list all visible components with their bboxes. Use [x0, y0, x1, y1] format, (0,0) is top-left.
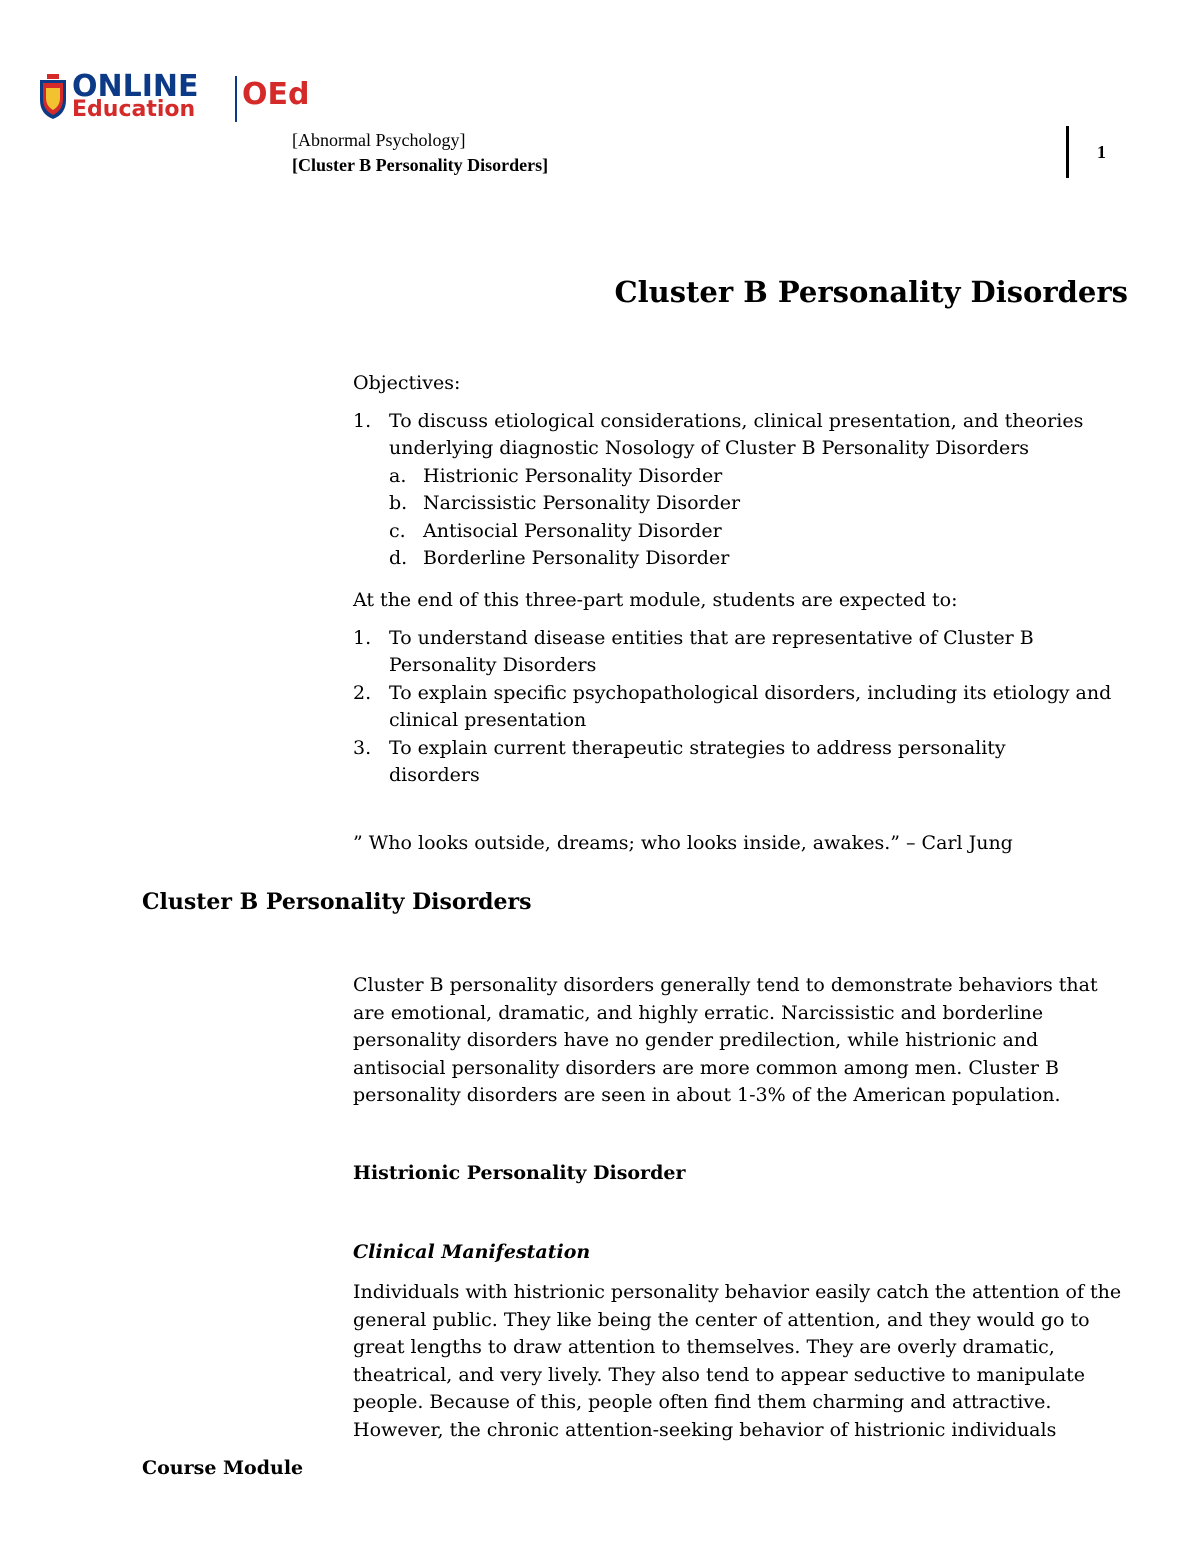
page-number: 1 [1097, 142, 1106, 162]
sub-objective-item [389, 545, 1143, 573]
expectation-text: To understand disease entities that are representative of Cluster B Personality Disorders [389, 626, 1034, 676]
sub-objective-item [389, 518, 1143, 546]
logo-online-text: ONLINE [72, 69, 199, 104]
expectation-text: To explain specific psychopathological disorders, including its etiology and clinical presentation [389, 681, 1112, 731]
expectations-section [353, 587, 1143, 790]
list-marker: b. [389, 492, 408, 514]
sub-objective-item [389, 490, 1143, 518]
page-number-divider [1066, 126, 1069, 178]
expectation-text: To explain current therapeutic strategies to address personality disorders [389, 736, 1006, 786]
sub-objective-text: Narcissistic Personality Disorder [423, 492, 741, 514]
shield-icon [38, 74, 68, 120]
clinical-manifestation-heading: Clinical Manifestation [353, 1241, 591, 1263]
section-heading: Cluster B Personality Disorders [142, 889, 532, 915]
sub-objective-item [389, 463, 1143, 491]
list-marker: a. [389, 464, 407, 487]
header-course: [Abnormal Psychology] [292, 130, 466, 150]
sub-objective-text: Borderline Personality Disorder [423, 547, 730, 569]
objectives-section [353, 370, 1143, 573]
sub-objective-text: Histrionic Personality Disorder [423, 464, 723, 487]
list-marker: 2. [353, 681, 372, 704]
logo-divider [235, 76, 237, 122]
list-marker: 1. [353, 626, 372, 649]
logo-wordmark [72, 69, 310, 128]
footer-course-module: Course Module [142, 1457, 304, 1479]
expectations-label: At the end of this three-part module, students are expected to: [353, 589, 958, 611]
objective-item [353, 408, 1149, 463]
list-marker: d. [389, 547, 408, 569]
oed-logo [38, 69, 310, 128]
page-title: Cluster B Personality Disorders [614, 275, 1128, 309]
list-marker: 1. [353, 409, 372, 432]
expectation-item [353, 735, 1079, 790]
sub-objective-text: Antisocial Personality Disorder [423, 519, 722, 542]
quote: ” Who looks outside, dreams; who looks inside, awakes.” – Carl Jung [353, 832, 1013, 854]
expectation-item [353, 680, 1119, 735]
objectives-label: Objectives: [353, 372, 461, 394]
list-marker: 3. [353, 736, 372, 759]
logo-oed-text: OEd [242, 77, 310, 112]
expectation-item [353, 625, 1089, 680]
header-topic: [Cluster B Personality Disorders] [292, 155, 549, 175]
histrionic-paragraph: Individuals with histrionic personality behavior easily catch the attention of the general public. They like being the center of attention, and they would go to great lengths to draw attention to themselves. They are overly dramatic, theatrical, and very lively. They also tend to appear seductive to manipulate people. Because of this, people often find them charming and attractive. However, the chronic attention-seeking behavior of histrionic individuals [353, 1281, 1122, 1441]
logo-education-text: Education [72, 97, 196, 122]
objective-text: To discuss etiological considerations, clinical presentation, and theories underlying diagnostic Nosology of Cluster B Personality Disorders [389, 409, 1084, 459]
histrionic-heading: Histrionic Personality Disorder [353, 1162, 686, 1184]
list-marker: c. [389, 519, 406, 542]
intro-paragraph: Cluster B personality disorders generally tend to demonstrate behaviors that are emotional, dramatic, and highly erratic. Narcissistic and borderline personality disorders have no gender predilection, while histrionic and antisocial personality disorders are more common among men. Cluster B personality disorders are seen in about 1-3% of the American population. [353, 974, 1098, 1106]
